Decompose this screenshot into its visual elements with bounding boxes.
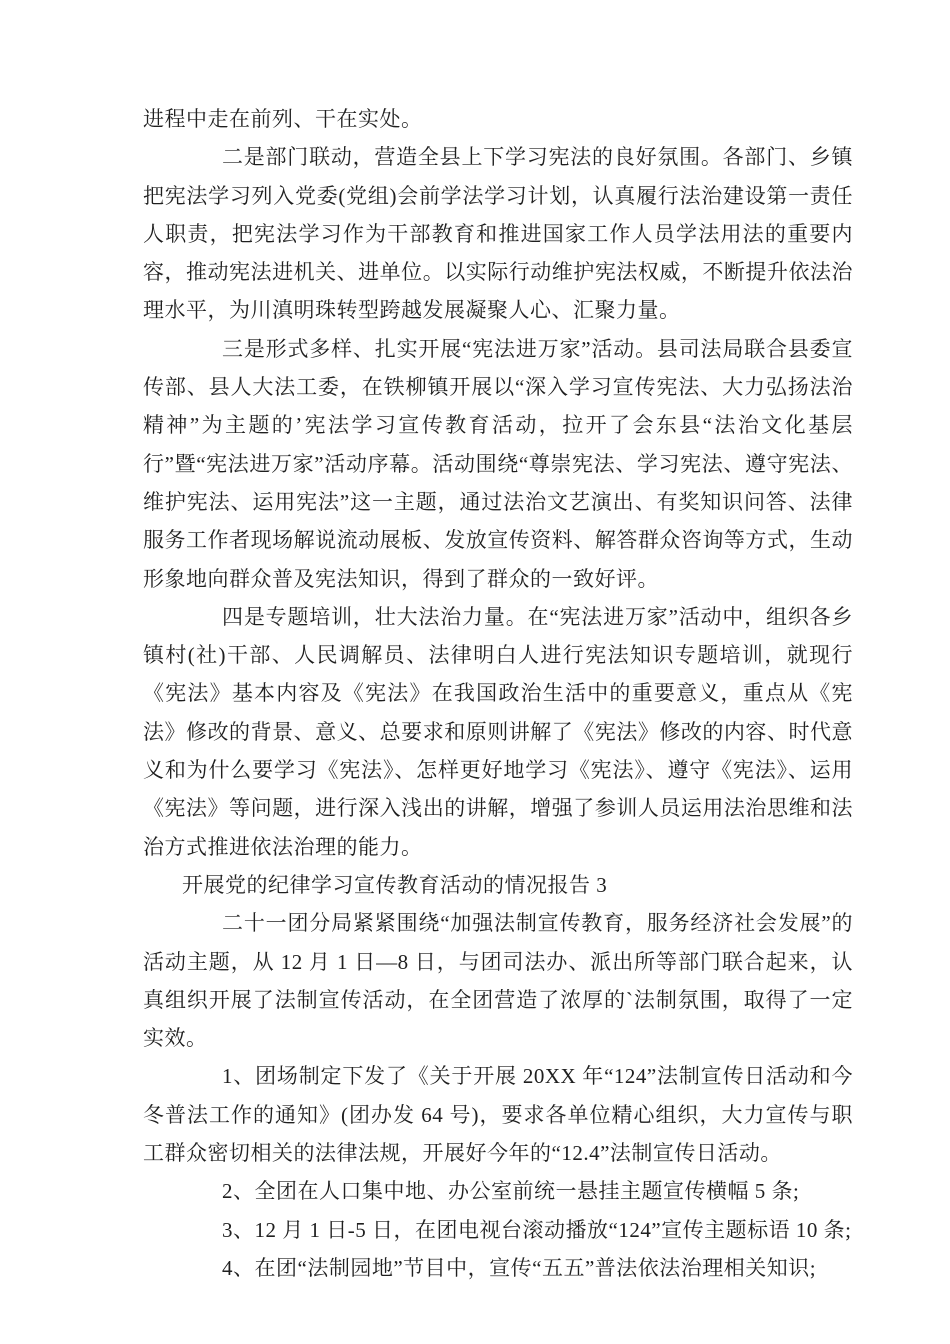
numbered-item-1: 1、团场制定下发了《关于开展 20XX 年“124”法制宣传日活动和今冬普法工作的通知》(团办发 64 号)，要求各单位精心组织，大力宣传与职工群众密切相关的法律法规，开展好今年的“12.4”法制宣传日活动。 xyxy=(143,1064,853,1166)
paragraph-second-point: 二是部门联动，营造全县上下学习宪法的良好氛围。各部门、乡镇把宪法学习列入党委(党组)会前学法学习计划，认真履行法治建设第一责任人职责，把宪法学习作为干部教育和推进国家工作人员学法用法的重要内容，推动宪法进机关、进单位。以实际行动维护宪法权威，不断提升依法治理水平，为川滇明珠转型跨越发展凝聚人心、汇聚力量。 xyxy=(143,145,853,323)
paragraph-report3-intro: 二十一团分局紧紧围绕“加强法制宣传教育，服务经济社会发展”的活动主题，从 12 月 1 日—8 日，与团司法办、派出所等部门联合起来，认真组织开展了法制宣传活动，在全团营造了浓厚的`法制氛围，取得了一定实效。 xyxy=(143,911,853,1051)
paragraph-fourth-point: 四是专题培训，壮大法治力量。在“宪法进万家”活动中，组织各乡镇村(社)干部、人民调解员、法律明白人进行宪法知识专题培训，就现行《宪法》基本内容及《宪法》在我国政治生活中的重要意义，重点从《宪法》修改的背景、意义、总要求和原则讲解了《宪法》修改的内容、时代意义和为什么要学习《宪法》、怎样更好地学习《宪法》、遵守《宪法》、运用《宪法》等问题，进行深入浅出的讲解，增强了参训人员运用法治思维和法治方式推进依法治理的能力。 xyxy=(143,604,853,859)
continuation-line: 进程中走在前列、干在实处。 xyxy=(143,107,423,131)
numbered-item-2: 2、全团在人口集中地、办公室前统一悬挂主题宣传横幅 5 条; xyxy=(222,1179,800,1204)
document-body xyxy=(143,100,853,1287)
paragraph-third-point: 三是形式多样、扎实开展“宪法进万家”活动。县司法局联合县委宣传部、县人大法工委，在铁柳镇开展以“深入学习宣传宪法、大力弘扬法治精神”为主题的’宪法学习宣传教育活动，拉开了会东县“法治文化基层行”暨“宪法进万家”活动序幕。活动围绕“尊崇宪法、学习宪法、遵守宪法、维护宪法、运用宪法”这一主题，通过法治文艺演出、有奖知识问答、法律服务工作者现场解说流动展板、发放宣传资料、解答群众咨询等方式，生动形象地向群众普及宪法知识，得到了群众的一致好评。 xyxy=(143,336,853,591)
numbered-item-3: 3、12 月 1 日-5 日，在团电视台滚动播放“124”宣传主题标语 10 条; xyxy=(222,1217,852,1242)
numbered-item-4: 4、在团“法制园地”节目中，宣传“五五”普法依法治理相关知识; xyxy=(222,1255,817,1280)
section-heading-report-3: 开展党的纪律学习宣传教育活动的情况报告 3 xyxy=(182,872,608,897)
